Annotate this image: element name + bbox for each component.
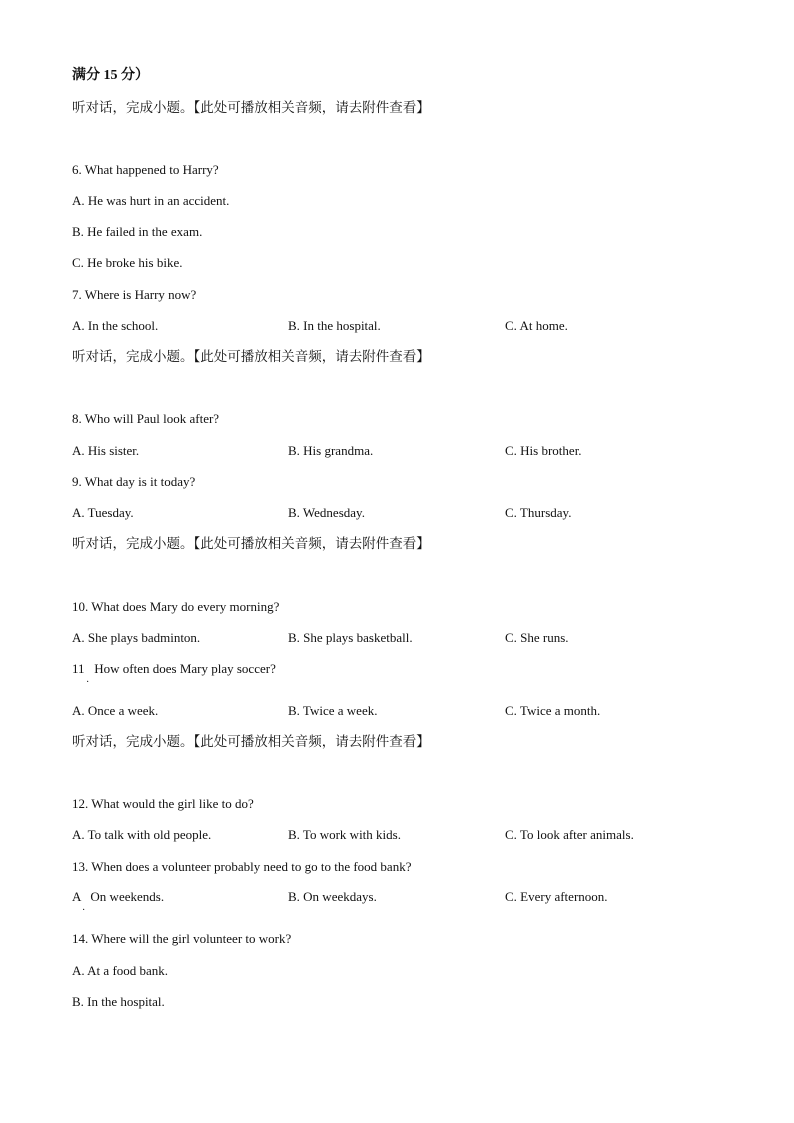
q6-option-a: A. He was hurt in an accident. bbox=[72, 193, 230, 208]
question-11: 11 How often does Mary play soccer? bbox=[72, 661, 276, 676]
q8-option-b: B. His grandma. bbox=[288, 443, 374, 458]
section-header: 满分 15 分） bbox=[72, 68, 149, 83]
q10-option-b: B. She plays basketball. bbox=[288, 630, 413, 645]
q8-option-a: A. His sister. bbox=[72, 443, 140, 458]
q11-option-c: C. Twice a month. bbox=[505, 703, 601, 718]
q9-option-a: A. Tuesday. bbox=[72, 505, 134, 520]
listening-instruction: 听对话，完成小题。【此处可播放相关音频，请去附件查看】 bbox=[72, 734, 430, 749]
q12-option-a: A. To talk with old people. bbox=[72, 827, 212, 842]
q13-option-b: B. On weekdays. bbox=[288, 889, 377, 904]
listening-instruction: 听对话，完成小题。【此处可播放相关音频，请去附件查看】 bbox=[72, 349, 430, 364]
q9-option-c: C. Thursday. bbox=[505, 505, 572, 520]
question-14: 14. Where will the girl volunteer to work? bbox=[72, 931, 292, 946]
stray-dot: · bbox=[86, 677, 90, 688]
question-12: 12. What would the girl like to do? bbox=[72, 796, 254, 811]
listening-instruction: 听对话，完成小题。【此处可播放相关音频，请去附件查看】 bbox=[72, 100, 430, 115]
q11-option-a: A. Once a week. bbox=[72, 703, 159, 718]
q6-option-c: C. He broke his bike. bbox=[72, 255, 183, 270]
question-9: 9. What day is it today? bbox=[72, 474, 196, 489]
listening-instruction: 听对话，完成小题。【此处可播放相关音频，请去附件查看】 bbox=[72, 536, 430, 551]
q10-option-c: C. She runs. bbox=[505, 630, 569, 645]
question-7: 7. Where is Harry now? bbox=[72, 287, 197, 302]
q12-option-c: C. To look after animals. bbox=[505, 827, 634, 842]
q9-option-b: B. Wednesday. bbox=[288, 505, 365, 520]
question-8: 8. Who will Paul look after? bbox=[72, 411, 220, 426]
q11-option-b: B. Twice a week. bbox=[288, 703, 378, 718]
question-13: 13. When does a volunteer probably need to go to the food bank? bbox=[72, 859, 412, 874]
question-10: 10. What does Mary do every morning? bbox=[72, 599, 280, 614]
question-6: 6. What happened to Harry? bbox=[72, 162, 219, 177]
q6-option-b: B. He failed in the exam. bbox=[72, 224, 203, 239]
stray-dot: · bbox=[82, 905, 86, 916]
q7-option-b: B. In the hospital. bbox=[288, 318, 381, 333]
q13-option-a: A On weekends. bbox=[72, 889, 165, 904]
q8-option-c: C. His brother. bbox=[505, 443, 582, 458]
q7-option-a: A. In the school. bbox=[72, 318, 159, 333]
q14-option-b: B. In the hospital. bbox=[72, 994, 165, 1009]
q10-option-a: A. She plays badminton. bbox=[72, 630, 201, 645]
q14-option-a: A. At a food bank. bbox=[72, 963, 169, 978]
q13-option-c: C. Every afternoon. bbox=[505, 889, 608, 904]
q7-option-c: C. At home. bbox=[505, 318, 568, 333]
q12-option-b: B. To work with kids. bbox=[288, 827, 401, 842]
